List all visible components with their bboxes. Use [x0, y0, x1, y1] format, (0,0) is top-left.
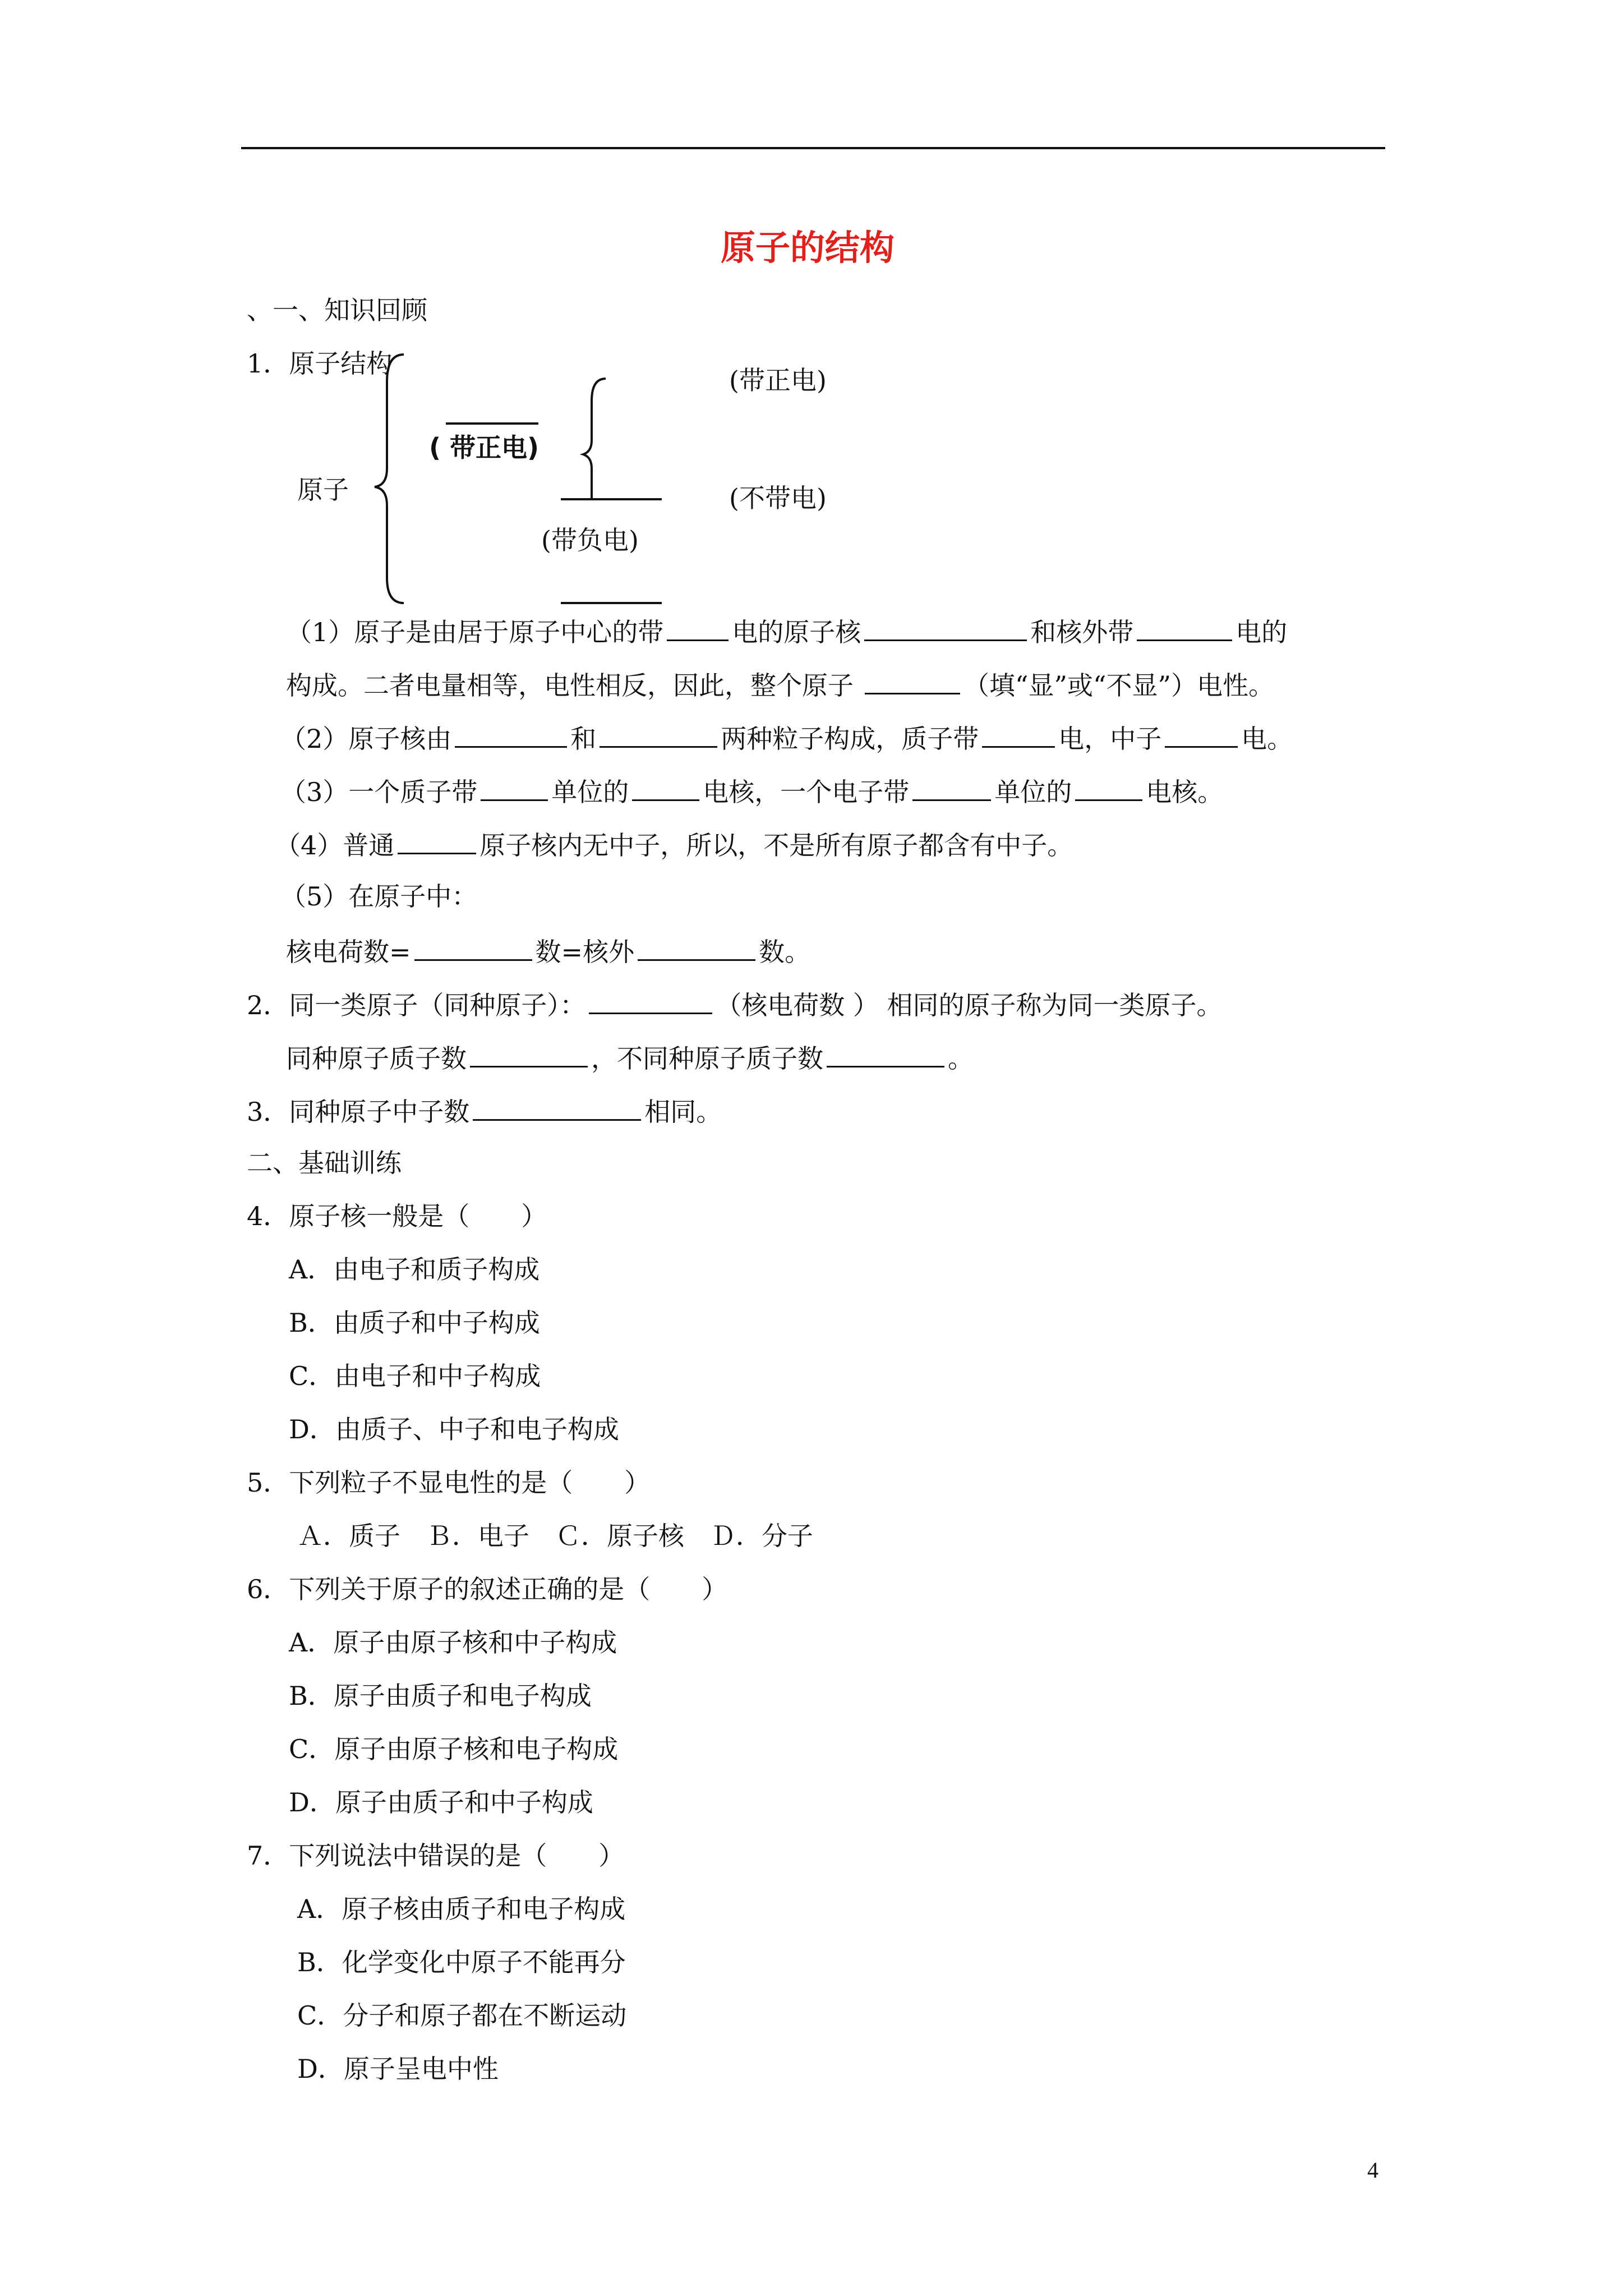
q7-option-c[interactable]: C．分子和原子都在不断运动 — [297, 2000, 627, 2031]
blank[interactable] — [912, 777, 991, 801]
text: 。 — [948, 1043, 974, 1074]
text: （4）普通 — [275, 830, 395, 861]
blank[interactable] — [600, 724, 717, 748]
blank[interactable] — [473, 1097, 641, 1121]
q5-options[interactable]: Ａ．质子 Ｂ．电子 Ｃ．原子核 Ｄ．分子 — [297, 1521, 813, 1551]
q4-option-c[interactable]: C．由电子和中子构成 — [289, 1361, 541, 1391]
blank[interactable] — [398, 830, 476, 854]
text: （2）原子核由 — [280, 724, 452, 754]
text: 电的 — [1235, 617, 1288, 647]
text: 原子核内无中子，所以，不是所有原子都含有中子。 — [479, 830, 1073, 861]
q6-option-a[interactable]: A．原子由原子核和中子构成 — [289, 1627, 617, 1658]
q4-stem: 4．原子核一般是（ ） — [247, 1201, 547, 1231]
text: 构成。二者电量相等，电性相反，因此，整个原子 — [286, 670, 854, 701]
fill-line-9 — [286, 1043, 974, 1074]
header-rule — [241, 147, 1385, 149]
blank[interactable] — [1137, 617, 1232, 641]
text: 核电荷数= — [286, 937, 411, 967]
text: 单位的 — [994, 777, 1072, 807]
text: （1）原子是由居于原子中心的带 — [286, 617, 664, 647]
fill-line-5 — [275, 830, 1073, 861]
text: 2．同一类原子（同种原子）： — [247, 990, 586, 1020]
blank[interactable] — [414, 937, 532, 961]
text: 同种原子质子数 — [286, 1043, 467, 1074]
q4-option-a[interactable]: A．由电子和质子构成 — [289, 1254, 540, 1285]
fill-line-3 — [280, 724, 1293, 752]
q4-option-d[interactable]: D．由质子、中子和电子构成 — [289, 1414, 619, 1444]
text: 电，中子 — [1058, 724, 1162, 754]
q6-option-d[interactable]: D．原子由质子和中子构成 — [289, 1787, 593, 1818]
q5-stem: 5．下列粒子不显电性的是（ ） — [247, 1467, 651, 1498]
text: 和 — [570, 724, 597, 754]
blank[interactable] — [827, 1043, 944, 1068]
atom-structure-brackets — [370, 348, 684, 611]
q7-option-a[interactable]: A．原子核由质子和电子构成 — [297, 1894, 626, 1924]
blank[interactable] — [667, 617, 728, 641]
proton-charge-label: (带正电) — [729, 365, 827, 395]
page-number: 4 — [1367, 2157, 1378, 2183]
nucleus-charge-label: ( 带正电) — [429, 432, 540, 463]
text: 3．同种原子中子数 — [247, 1097, 470, 1127]
text: 数。 — [759, 937, 811, 967]
q7-option-b[interactable]: B．化学变化中原子不能再分 — [297, 1947, 626, 1977]
blank[interactable] — [481, 777, 548, 801]
blank[interactable] — [638, 937, 755, 961]
q1-label: 1．原子结构 — [247, 348, 393, 379]
blank[interactable] — [589, 990, 712, 1014]
section-heading-1: 、一、知识回顾 — [247, 295, 427, 325]
blank[interactable] — [865, 670, 960, 694]
neutron-charge-label: (不带电) — [729, 483, 827, 513]
text: （核电荷数 ） 相同的原子称为同一类原子。 — [716, 990, 1223, 1020]
q6-option-c[interactable]: C．原子由原子核和电子构成 — [289, 1734, 619, 1764]
q6-option-b[interactable]: B．原子由质子和电子构成 — [289, 1681, 592, 1711]
q4-option-b[interactable]: B．由质子和中子构成 — [289, 1308, 540, 1338]
fill-line-8 — [247, 990, 1223, 1018]
text: ，不同种原子质子数 — [591, 1043, 823, 1074]
text: 和核外带 — [1030, 617, 1134, 647]
atom-label: 原子 — [297, 475, 349, 505]
electron-charge-label: (带负电) — [541, 525, 639, 555]
text: 相同。 — [644, 1097, 722, 1127]
blank[interactable] — [632, 777, 699, 801]
text: （3）一个质子带 — [280, 777, 478, 807]
blank[interactable] — [455, 724, 567, 748]
fill-line-2 — [286, 670, 1275, 701]
text: 单位的 — [551, 777, 629, 807]
blank[interactable] — [1165, 724, 1238, 748]
q6-stem: 6．下列关于原子的叙述正确的是（ ） — [247, 1574, 728, 1604]
text: 电核。 — [1146, 777, 1224, 807]
q7-stem: 7．下列说法中错误的是（ ） — [247, 1841, 625, 1871]
text: 数=核外 — [535, 937, 635, 967]
fill-line-10 — [247, 1097, 722, 1125]
blank[interactable] — [982, 724, 1055, 748]
fill-line-7 — [286, 937, 810, 965]
blank[interactable] — [470, 1043, 588, 1068]
section-heading-2: 二、基础训练 — [247, 1148, 402, 1178]
q7-option-d[interactable]: D．原子呈电中性 — [297, 2054, 499, 2084]
text: 两种粒子构成，质子带 — [721, 724, 979, 754]
fill-line-1 — [286, 617, 1287, 645]
blank[interactable] — [1075, 777, 1142, 801]
text: 电核，一个电子带 — [703, 777, 910, 807]
text: （填“显”或“不显”）电性。 — [963, 670, 1275, 701]
blank[interactable] — [864, 617, 1027, 641]
fill-line-6: （5）在原子中： — [280, 881, 478, 912]
text: 电。 — [1241, 724, 1293, 754]
fill-line-4 — [280, 777, 1223, 805]
page-title: 原子的结构 — [721, 227, 895, 268]
text: 电的原子核 — [732, 617, 861, 647]
